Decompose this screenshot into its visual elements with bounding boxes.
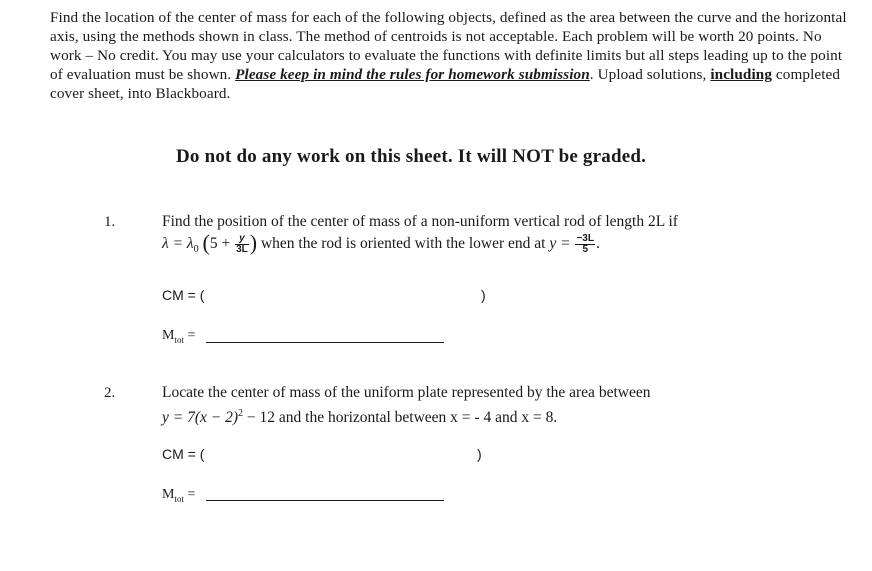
problem-2-mtot-sub: tot [174,493,184,504]
problem-2-mtot-label [162,487,195,504]
lambda-body: 5 + [209,235,235,252]
end-period: . [595,235,600,252]
problem-2-mtot-eq: = [183,487,196,502]
lambda-frac-numerator: y [235,234,249,245]
problem-1-line-1: Find the position of the center of mass of a non-uniform vertical rod of length 2L if [162,213,678,230]
problem-2-number: 2. [104,385,116,401]
instructions-text-3: completed cover sheet, into Blackboard. [50,66,841,102]
parabola-constant: − 12 [243,409,276,426]
lambda-subscript: 0 [193,244,199,256]
problem-1-line-2 [162,230,802,259]
instructions-text-2: . Upload solutions, [589,66,711,83]
problem-2-mtot-answer-line[interactable] [206,500,444,501]
lambda-open-paren: ( [202,230,210,255]
no-work-notice: Do not do any work on this sheet. It will NOT be graded. [176,146,647,167]
problem-1-cm-label: CM = ( [162,287,205,303]
parabola-equation: y = 7(x − 2) [162,409,239,426]
instructions-paragraph [50,8,850,103]
lambda-frac-denominator: 3L [236,243,248,255]
lambda-lhs: λ = λ [162,235,194,252]
problem-1-cm-close: ) [481,287,486,303]
problem-2-statement [162,383,802,427]
end-position-fraction [575,234,595,255]
problem-2-line-2-text: and the horizontal between x = - 4 and x = 8. [275,409,558,426]
problem-1-mtot-eq: = [183,328,196,343]
problem-2-line-1: Locate the center of mass of the uniform plate represented by the area between [162,384,651,401]
problem-1-mtot-label [162,328,195,345]
problem-2-line-2 [162,404,802,427]
instructions-text-1: Find the location of the center of mass for each of the following objects, defined as the area between the curve and the horizontal axis, using the methods shown in class. The method of centroids is not acceptable. Each problem will be worth 20 points. No work – No credit. You may use your calculators to evaluate the functions with definite limits but all steps leading up to the point of evaluation must be shown. [50,9,847,83]
problem-1-mtot-m: M [162,328,175,343]
end-frac-numerator: −3L [576,232,594,244]
problem-1-mtot-answer-line[interactable] [206,342,444,343]
problem-2-mtot-m: M [162,487,175,502]
rules-link[interactable]: Please keep in mind the rules for homework submission [235,66,590,83]
problem-1-line-2-text: when the rod is oriented with the lower end at [260,235,550,252]
lambda-fraction [235,234,249,255]
parabola-exponent: 2 [238,408,244,419]
including-emphasis: including [710,66,773,83]
problem-2-cm-label: CM = ( [162,446,205,462]
problem-1-statement [162,212,802,259]
problem-1-mtot-sub: tot [174,334,184,345]
problem-2-cm-close: ) [477,446,482,462]
end-frac-denominator: 5 [582,243,588,255]
y-equals: y = [549,235,575,252]
lambda-close-paren: ) [249,230,258,255]
problem-1-number: 1. [104,214,116,230]
